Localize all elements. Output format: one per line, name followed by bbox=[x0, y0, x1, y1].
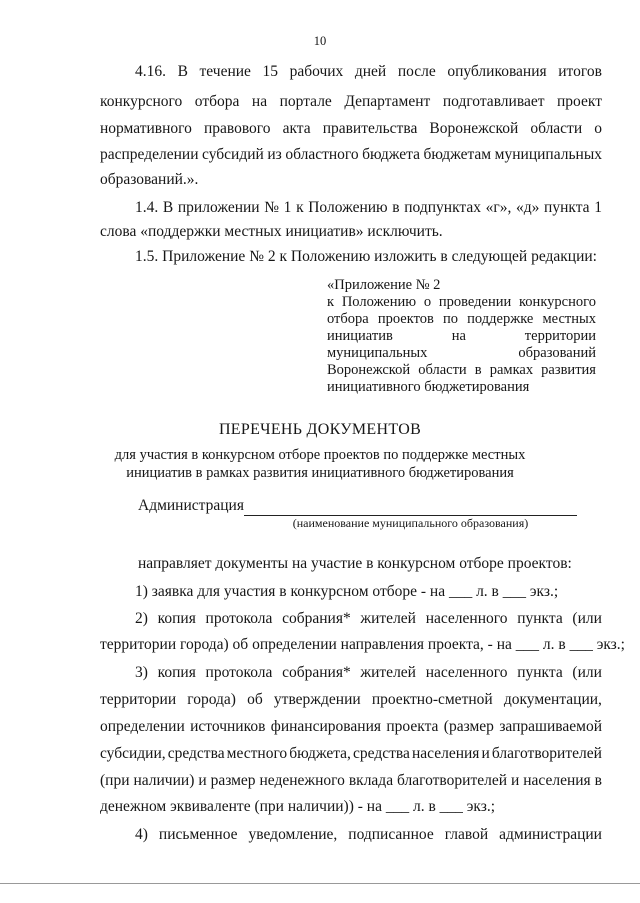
word: на bbox=[251, 93, 268, 110]
word: областного bbox=[285, 146, 359, 163]
word: вклада bbox=[348, 772, 394, 789]
appendix-line-7: инициативного бюджетирования bbox=[327, 379, 530, 395]
word: Департамент bbox=[344, 93, 431, 110]
appendix-heading: «Приложение № 2 bbox=[327, 277, 441, 293]
word: документации, bbox=[503, 691, 602, 708]
para-1-4-line-2: слова «поддержки местных инициатив» исключить. bbox=[100, 223, 443, 240]
word: на bbox=[451, 328, 466, 344]
word: протокола bbox=[205, 664, 273, 681]
word: подпунктах bbox=[404, 199, 481, 216]
word: пункта bbox=[517, 664, 563, 681]
word: копия bbox=[157, 610, 196, 627]
sends-documents-line: направляет документы на участие в конкурсном отборе проектов: bbox=[138, 555, 572, 572]
word: распределении bbox=[100, 146, 199, 163]
word: копия bbox=[157, 664, 196, 681]
word: территории bbox=[524, 328, 596, 344]
word: 2) bbox=[135, 610, 148, 627]
word: о bbox=[423, 294, 432, 310]
word: В bbox=[162, 199, 174, 216]
word: пункта bbox=[517, 610, 563, 627]
item-2-line-1 bbox=[135, 610, 602, 628]
word: подписанное bbox=[348, 826, 434, 843]
word: (или bbox=[572, 664, 602, 681]
word: рабочих bbox=[289, 63, 344, 80]
word: неденежного bbox=[259, 772, 345, 789]
word: определении bbox=[100, 718, 185, 735]
word: после bbox=[397, 63, 436, 80]
word: итогов bbox=[558, 63, 602, 80]
word: области bbox=[530, 120, 583, 137]
word: подготавливает bbox=[442, 93, 545, 110]
word: в bbox=[594, 772, 602, 789]
para-4-16-line-4 bbox=[100, 146, 602, 164]
word: «г», bbox=[485, 199, 512, 216]
item-3-line-3 bbox=[100, 718, 602, 736]
appendix-line-3 bbox=[327, 311, 596, 328]
word: местных bbox=[542, 311, 596, 327]
word: к bbox=[296, 199, 304, 216]
para-4-16-line-1 bbox=[135, 63, 602, 81]
word: администрации bbox=[499, 826, 602, 843]
word: проектов bbox=[377, 311, 434, 327]
word: в bbox=[474, 362, 482, 378]
word: «д» bbox=[516, 199, 540, 216]
word: населения bbox=[523, 772, 591, 789]
word: Положению bbox=[341, 294, 417, 310]
word: субсидий bbox=[202, 146, 264, 163]
word: из bbox=[267, 146, 282, 163]
item-3-line-2 bbox=[100, 691, 602, 709]
word: территории bbox=[100, 691, 177, 708]
word: Положению bbox=[308, 199, 388, 216]
item-3-line-6: денежном эквиваленте (при наличии)) - на ___ л. в ___ экз.; bbox=[100, 798, 496, 815]
word: благотворителей bbox=[491, 745, 602, 762]
word: области bbox=[418, 362, 467, 378]
word: средства bbox=[167, 745, 225, 762]
appendix-line-2 bbox=[327, 294, 596, 311]
para-4-16-line-2 bbox=[100, 93, 602, 111]
item-3-line-1 bbox=[135, 664, 602, 682]
word: В bbox=[177, 63, 188, 80]
word: 1 bbox=[594, 199, 602, 216]
word: 1.4. bbox=[135, 199, 159, 216]
word: акта bbox=[282, 120, 311, 137]
word: пункта bbox=[544, 199, 590, 216]
page-bottom-rule bbox=[0, 883, 640, 884]
para-4-16-line-5: образований.». bbox=[100, 171, 199, 188]
word: бюджетам bbox=[423, 146, 492, 163]
word: портале bbox=[279, 93, 332, 110]
word: главой bbox=[444, 826, 489, 843]
para-4-16-line-3 bbox=[100, 120, 602, 138]
item-3-line-4 bbox=[100, 745, 602, 763]
item-2-line-2: территории города) об определении направления проекта, - на ___ л. в ___ экз.; bbox=[100, 636, 625, 653]
word: рамках bbox=[489, 362, 534, 378]
word: отбора bbox=[327, 311, 369, 327]
word: течение bbox=[199, 63, 251, 80]
word: Воронежской bbox=[327, 362, 411, 378]
word: бюджета, bbox=[289, 745, 351, 762]
word: дней bbox=[354, 63, 387, 80]
word: в bbox=[392, 199, 400, 216]
word: средства bbox=[353, 745, 410, 762]
administration-label: Администрация bbox=[138, 497, 244, 514]
word: запрашиваемой bbox=[499, 718, 602, 735]
word: наличии) bbox=[133, 772, 195, 789]
word: благотворителей bbox=[397, 772, 508, 789]
word: проекта bbox=[386, 718, 439, 735]
word: размер bbox=[210, 772, 256, 789]
word: правового bbox=[203, 120, 271, 137]
word: 1 bbox=[283, 199, 292, 216]
word: населенного bbox=[425, 664, 508, 681]
word: бюджета bbox=[362, 146, 420, 163]
word: проект bbox=[557, 93, 602, 110]
para-1-4-line-1 bbox=[135, 199, 602, 217]
item-1: 1) заявка для участия в конкурсном отборе - на ___ л. в ___ экз.; bbox=[135, 583, 559, 600]
appendix-line-6 bbox=[327, 362, 596, 379]
para-1-5: 1.5. Приложение № 2 к Положению изложить в следующей редакции: bbox=[135, 248, 597, 265]
word: письменное bbox=[158, 826, 238, 843]
word: проведении bbox=[438, 294, 512, 310]
word: образований bbox=[518, 345, 596, 361]
word: инициатив bbox=[327, 328, 393, 344]
word: и bbox=[198, 772, 207, 789]
word: проектно-сметной bbox=[371, 691, 493, 708]
word: 15 bbox=[262, 63, 278, 80]
word: муниципальных bbox=[327, 345, 428, 361]
word: города) bbox=[187, 691, 236, 708]
word: 4) bbox=[135, 826, 148, 843]
word: уведомление, bbox=[248, 826, 338, 843]
word: собрания* bbox=[282, 610, 351, 627]
subtitle-line-2: инициатив в рамках развития инициативного бюджетирования bbox=[126, 465, 514, 481]
word: правительства bbox=[322, 120, 418, 137]
item-4-line-1 bbox=[135, 826, 602, 844]
word: муниципальных bbox=[494, 146, 602, 163]
word: собрания* bbox=[282, 664, 351, 681]
word: и bbox=[481, 745, 490, 762]
word: Воронежской bbox=[429, 120, 519, 137]
word: (при bbox=[100, 772, 130, 789]
word: источников bbox=[190, 718, 266, 735]
word: к bbox=[327, 294, 335, 310]
word: по bbox=[443, 311, 459, 327]
word: развития bbox=[541, 362, 596, 378]
word: № bbox=[264, 199, 280, 216]
word: 4.16. bbox=[135, 63, 166, 80]
appendix-line-5 bbox=[327, 345, 596, 362]
page-number: 10 bbox=[313, 34, 327, 48]
item-3-line-5 bbox=[100, 772, 602, 790]
word: населения bbox=[411, 745, 480, 762]
word: (или bbox=[572, 610, 602, 627]
word: об bbox=[247, 691, 263, 708]
administration-caption: (наименование муниципального образования) bbox=[292, 516, 529, 530]
word: субсидии, bbox=[100, 745, 166, 762]
word: опубликования bbox=[447, 63, 547, 80]
word: финансирования bbox=[270, 718, 381, 735]
word: нормативного bbox=[100, 120, 192, 137]
appendix-line-4 bbox=[327, 328, 596, 345]
word: приложении bbox=[177, 199, 260, 216]
word: населенного bbox=[425, 610, 508, 627]
word: о bbox=[594, 120, 602, 137]
word: и bbox=[510, 772, 520, 789]
word: отбора bbox=[194, 93, 240, 110]
word: 3) bbox=[135, 664, 148, 681]
word: конкурсного bbox=[100, 93, 183, 110]
subtitle-line-1: для участия в конкурсном отборе проектов по поддержке местных bbox=[114, 447, 526, 463]
word: поддержке bbox=[467, 311, 534, 327]
word: конкурсного bbox=[519, 294, 596, 310]
word: жителей bbox=[360, 610, 416, 627]
word: утверждении bbox=[273, 691, 361, 708]
word: протокола bbox=[205, 610, 273, 627]
word: местного bbox=[226, 745, 288, 762]
document-title: ПЕРЕЧЕНЬ ДОКУМЕНТОВ bbox=[218, 421, 422, 438]
word: (размер bbox=[443, 718, 494, 735]
word: жителей bbox=[360, 664, 416, 681]
